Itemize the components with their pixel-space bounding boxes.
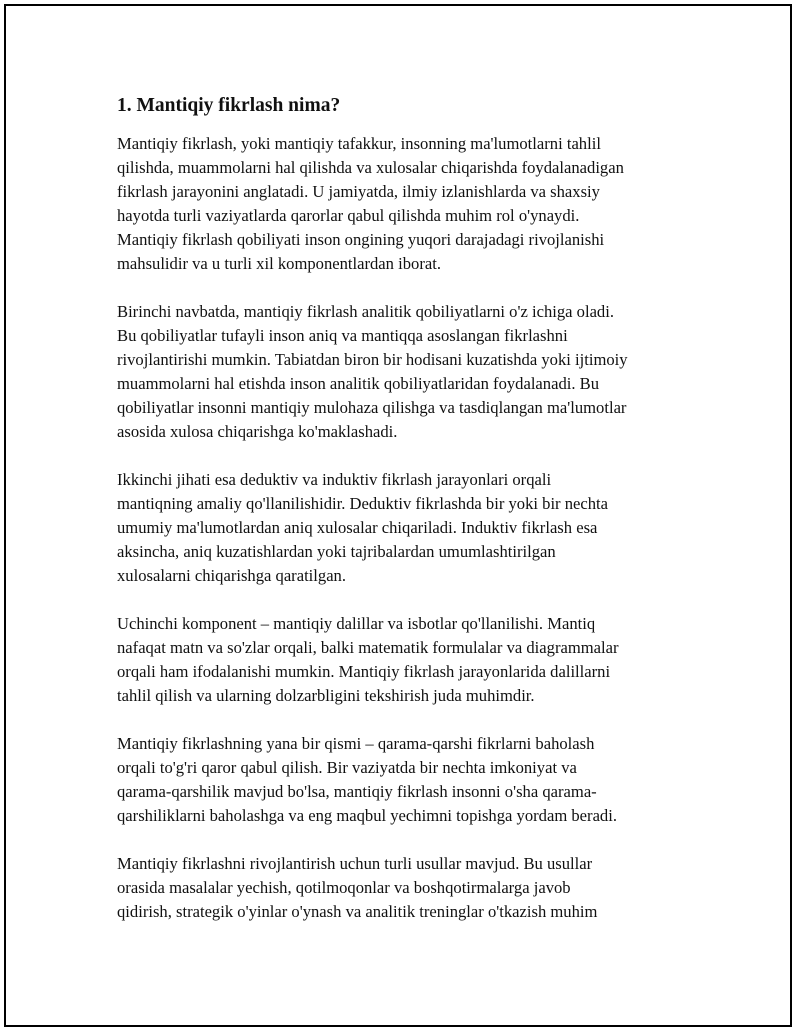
paragraph-line: orasida masalalar yechish, qotilmoqonlar va boshqotirmalarga javob — [117, 878, 571, 897]
paragraph-line: orqali ham ifodalanishi mumkin. Mantiqiy fikrlash jarayonlarida dalillarni — [117, 662, 611, 681]
paragraph-line: xulosalarni chiqarishga qaratilgan. — [117, 566, 347, 585]
paragraph-line: qarshiliklarni baholashga va eng maqbul yechimni topishga yordam beradi. — [117, 806, 617, 825]
paragraph-line: qarama-qarshilik mavjud bo'lsa, mantiqiy fikrlash insonni o'sha qarama- — [117, 782, 597, 801]
paragraph-line: qilishda, muammolarni hal qilishda va xulosalar chiqarishda foydalanadigan — [117, 158, 624, 177]
paragraph-2 — [117, 300, 697, 444]
paragraph-line: Mantiqiy fikrlash, yoki mantiqiy tafakkur, insonning ma'lumotlarni tahlil — [117, 134, 601, 153]
paragraph-line: Birinchi navbatda, mantiqiy fikrlash analitik qobiliyatlarni o'z ichiga oladi. — [117, 302, 614, 321]
paragraph-3 — [117, 468, 697, 588]
document-body — [117, 94, 697, 948]
paragraph-4 — [117, 612, 697, 708]
paragraph-line: mahsulidir va u turli xil komponentlardan iborat. — [117, 254, 441, 273]
paragraph-line: nafaqat matn va so'zlar orqali, balki matematik formulalar va diagrammalar — [117, 638, 619, 657]
paragraph-line: Uchinchi komponent – mantiqiy dalillar va isbotlar qo'llanilishi. Mantiq — [117, 614, 596, 633]
paragraph-line: Ikkinchi jihati esa deduktiv va induktiv fikrlash jarayonlari orqali — [117, 470, 552, 489]
paragraph-line: orqali to'g'ri qaror qabul qilish. Bir vaziyatda bir nechta imkoniyat va — [117, 758, 577, 777]
paragraph-1 — [117, 132, 697, 276]
paragraph-line: Mantiqiy fikrlashning yana bir qismi – qarama-qarshi fikrlarni baholash — [117, 734, 595, 753]
section-heading: 1. Mantiqiy fikrlash nima? — [117, 95, 341, 116]
paragraph-line: hayotda turli vaziyatlarda qarorlar qabul qilishda muhim rol o'ynaydi. — [117, 206, 580, 225]
paragraph-line: rivojlantirishi mumkin. Tabiatdan biron bir hodisani kuzatishda yoki ijtimoiy — [117, 350, 628, 369]
paragraph-line: asosida xulosa chiqarishga ko'maklashadi. — [117, 422, 398, 441]
paragraph-line: Mantiqiy fikrlashni rivojlantirish uchun turli usullar mavjud. Bu usullar — [117, 854, 593, 873]
paragraph-line: Bu qobiliyatlar tufayli inson aniq va mantiqqa asoslangan fikrlashni — [117, 326, 568, 345]
paragraph-6 — [117, 852, 697, 924]
paragraph-line: Mantiqiy fikrlash qobiliyati inson ongining yuqori darajadagi rivojlanishi — [117, 230, 605, 249]
paragraph-line: tahlil qilish va ularning dolzarbligini tekshirish juda muhimdir. — [117, 686, 535, 705]
paragraph-line: qobiliyatlar insonni mantiqiy mulohaza qilishga va tasdiqlangan ma'lumotlar — [117, 398, 627, 417]
paragraph-line: qidirish, strategik o'yinlar o'ynash va analitik treninglar o'tkazish muhim — [117, 902, 598, 921]
paragraph-5 — [117, 732, 697, 828]
paragraph-line: muammolarni hal etishda inson analitik qobiliyatlaridan foydalanadi. Bu — [117, 374, 600, 393]
paragraph-line: fikrlash jarayonini anglatadi. U jamiyatda, ilmiy izlanishlarda va shaxsiy — [117, 182, 600, 201]
paragraph-line: umumiy ma'lumotlardan aniq xulosalar chiqariladi. Induktiv fikrlash esa — [117, 518, 598, 537]
paragraph-line: aksincha, aniq kuzatishlardan yoki tajribalardan umumlashtirilgan — [117, 542, 556, 561]
paragraph-line: mantiqning amaliy qo'llanilishidir. Deduktiv fikrlashda bir yoki bir nechta — [117, 494, 609, 513]
